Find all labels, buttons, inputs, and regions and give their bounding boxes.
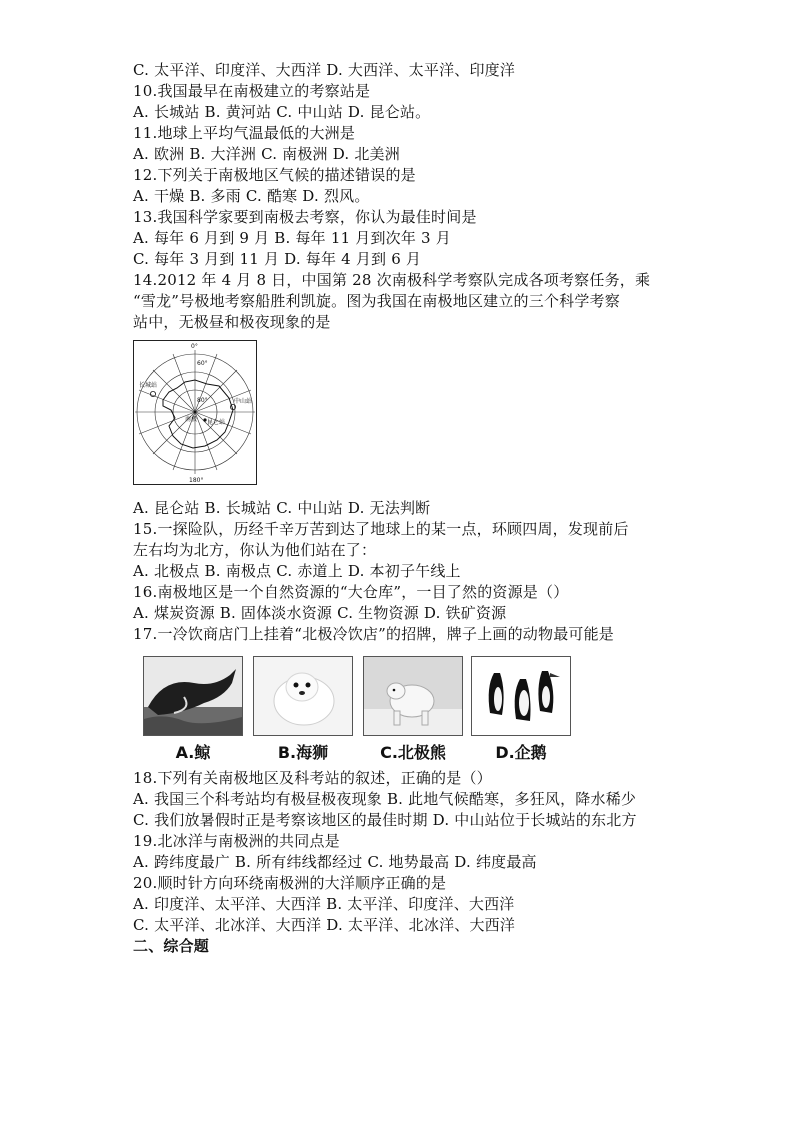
q16-question: 16.南极地区是一个自然资源的“大仓库”，一目了然的资源是（） <box>133 583 569 601</box>
q18-question: 18.下列有关南极地区及科考站的叙述，正确的是（） <box>133 769 492 787</box>
q18-options-ab: A. 我国三个科考站均有极昼极夜现象 B. 此地气候酷寒，多狂风，降水稀少 <box>133 790 637 808</box>
q12-options: A. 干燥 B. 多雨 C. 酷寒 D. 烈风。 <box>133 187 370 205</box>
animal-option-polar-bear <box>363 656 463 763</box>
q13-options-cd: C. 每年 3 月到 11 月 D. 每年 4 月到 6 月 <box>133 250 422 268</box>
penguins-photo-icon <box>471 656 571 736</box>
q15-question-1: 15.一探险队，历经千辛万苦到达了地球上的某一点，环顾四周，发现前后 <box>133 520 629 538</box>
q13-options-ab: A. 每年 6 月到 9 月 B. 每年 11 月到次年 3 月 <box>133 229 451 247</box>
map-kunlun-label: 昆仑站 <box>207 419 226 426</box>
map-south-pole: 南极 <box>185 416 198 423</box>
q16-options: A. 煤炭资源 B. 固体淡水资源 C. 生物资源 D. 铁矿资源 <box>133 604 507 622</box>
map-changcheng-label: 长城站 <box>139 382 158 389</box>
map-lon-0: 0° <box>191 343 198 350</box>
animal-option-seal <box>253 656 353 763</box>
q18-options-cd: C. 我们放暑假时正是考察该地区的最佳时期 D. 中山站位于长城站的东北方 <box>133 811 637 829</box>
q17-animal-options <box>143 656 583 764</box>
q12-question: 12.下列关于南极地区气候的描述错误的是 <box>133 166 416 184</box>
q14-question-3: 站中，无极昼和极夜现象的是 <box>133 313 331 331</box>
q10-question: 10.我国最早在南极建立的考察站是 <box>133 82 371 100</box>
q20-question: 20.顺时针方向环绕南极洲的大洋顺序正确的是 <box>133 874 447 892</box>
q14-options: A. 昆仑站 B. 长城站 C. 中山站 D. 无法判断 <box>133 499 431 517</box>
map-lat-60: 60° <box>197 360 208 367</box>
animal-caption-seal: B.海狮 <box>277 743 329 762</box>
q19-options: A. 跨纬度最广 B. 所有纬线都经过 C. 地势最高 D. 纬度最高 <box>133 853 537 871</box>
q20-options-ab: A. 印度洋、太平洋、大西洋 B. 太平洋、印度洋、大西洋 <box>133 895 515 913</box>
q14-question-1: 14.2012 年 4 月 8 日，中国第 28 次南极科学考察队完成各项考察任务，乘 <box>133 271 651 289</box>
animal-caption-polar-bear: C.北极熊 <box>380 743 446 762</box>
q11-question: 11.地球上平均气温最低的大洲是 <box>133 124 356 142</box>
animal-option-whale <box>143 656 243 763</box>
q10-options: A. 长城站 B. 黄河站 C. 中山站 D. 昆仑站。 <box>133 103 431 121</box>
q15-question-2: 左右均为北方，你认为他们站在了： <box>133 541 377 559</box>
animal-option-penguin <box>471 656 571 763</box>
map-zhongshan-label: 中山站 <box>234 398 253 405</box>
map-lat-80: 80° <box>197 397 208 404</box>
antarctic-station-map <box>133 340 257 485</box>
polar-bear-photo-icon <box>363 656 463 736</box>
map-lon-180: 180° <box>189 477 204 484</box>
q9-options-cd: C. 太平洋、印度洋、大西洋 D. 大西洋、太平洋、印度洋 <box>133 61 516 79</box>
q13-question: 13.我国科学家要到南极去考察，你认为最佳时间是 <box>133 208 477 226</box>
q15-options: A. 北极点 B. 南极点 C. 赤道上 D. 本初子午线上 <box>133 562 461 580</box>
q17-question: 17.一冷饮商店门上挂着“北极冷饮店”的招牌，牌子上画的动物最可能是 <box>133 625 614 643</box>
whale-photo-icon <box>143 656 243 736</box>
q20-options-cd: C. 太平洋、北冰洋、大西洋 D. 太平洋、北冰洋、大西洋 <box>133 916 516 934</box>
q14-question-2: “雪龙”号极地考察船胜利凯旋。图为我国在南极地区建立的三个科学考察 <box>133 292 620 310</box>
section-heading-comprehensive: 二、综合题 <box>133 937 210 955</box>
q19-question: 19.北冰洋与南极洲的共同点是 <box>133 832 340 850</box>
seal-pup-photo-icon <box>253 656 353 736</box>
q11-options: A. 欧洲 B. 大洋洲 C. 南极洲 D. 北美洲 <box>133 145 400 163</box>
animal-caption-penguin: D.企鹅 <box>495 743 547 762</box>
animal-caption-whale: A.鲸 <box>175 743 211 762</box>
